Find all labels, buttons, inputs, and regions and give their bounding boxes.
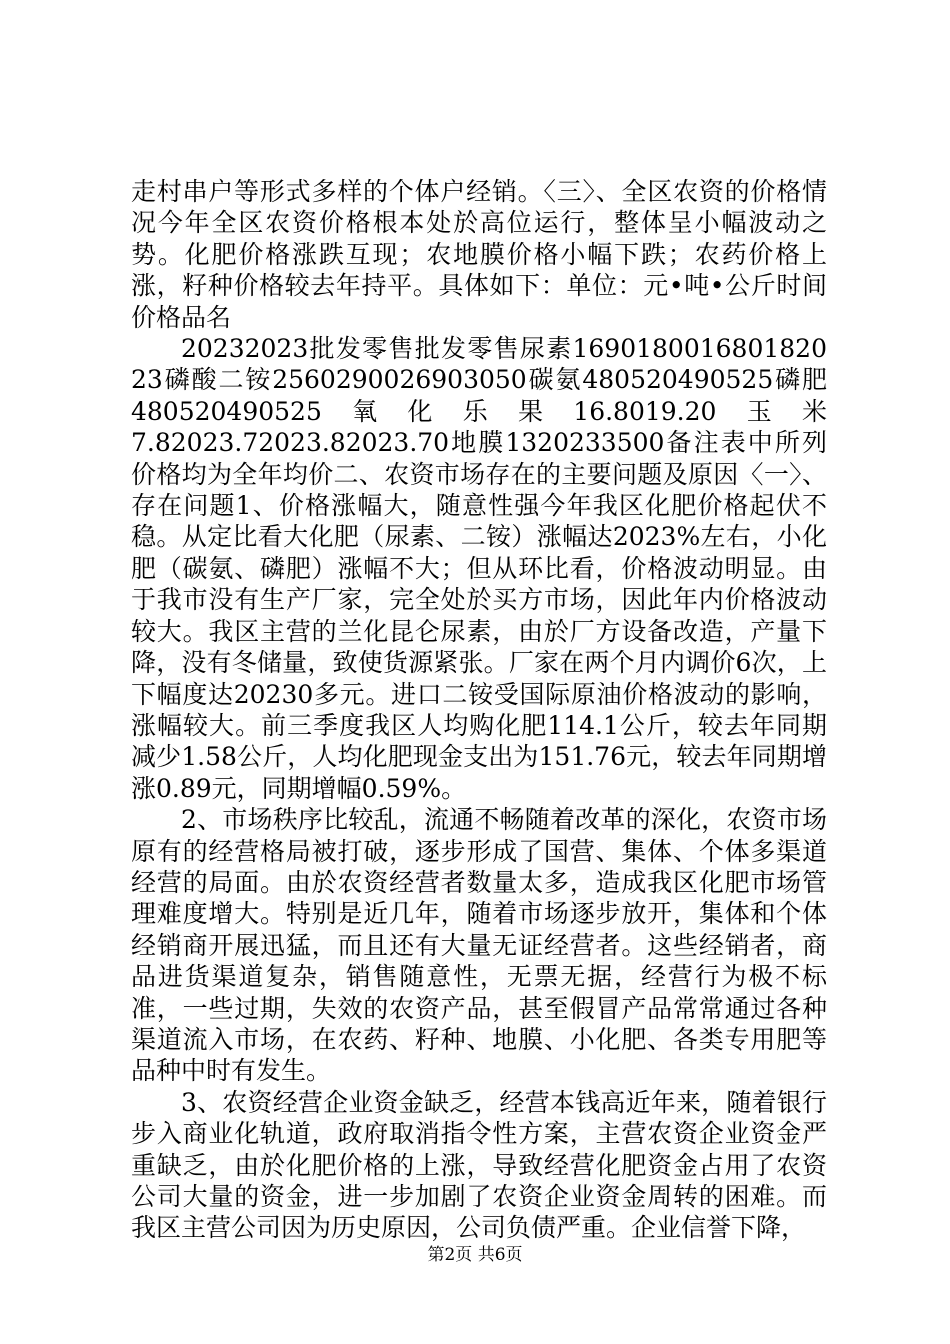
page-footer	[0, 1240, 950, 1265]
page-number-label: 第2页 共6页	[427, 1245, 523, 1265]
paragraph-price-overview: 走村串户等形式多样的个体户经销。〈三〉、全区农资的价格情况今年全区农资价格根本处於高位运行，整体呈小幅波动之势。化肥价格涨跌互现；农地膜价格小幅下跌；农药价格上涨，籽种价格较去年持平。具体如下：单位：元•吨•公斤时间价格品名	[131, 177, 827, 332]
paragraph-price-table-and-problem-1: 20232023批发零售批发零售尿素1690180016801820​23磷酸二铵2560290026903050碳氨480520490525磷肥480520490525氧化乐果16.8019.20玉米7.82023.72023.82023.70地膜1320233500备注表中所列价格均为全年均价二、农资市场存在的主要问题及原因〈一〉、存在问题1、价格涨幅大，随意性强今年我区化肥价格起伏不稳。从定比看大化肥（尿素、二铵）涨幅达2023%左右，小化肥（碳氨、磷肥）涨幅不大；但从环比看，价格波动明显。由于我市没有生产厂家，完全处於买方市场，因此年内价格波动较大。我区主营的兰化昆仑尿素，由於厂方设备改造，产量下降，没有冬储量，致使货源紧张。厂家在两个月内调价6次，上下幅度达20230多元。进口二铵受国际原油价格波动的影响，涨幅较大。前三季度我区人均购化肥114.1公斤，较去年同期减少1.58公斤，人均化肥现金支出为151.76元，较去年同期增涨0.89元，同期增幅0.59%。	[131, 334, 827, 803]
paragraph-problem-3: 3、农资经营企业资金缺乏，经营本钱高近年来，随着银行步入商业化轨道，政府取消指令性方案，主营农资企业资金严重缺乏，由於化肥价格的上涨，导致经营化肥资金占用了农资公司大量的资金，进一步加剧了农资企业资金周转的困难。而我区主营公司因为历史原因，公司负债严重。企业信誉下降，	[131, 1087, 827, 1243]
document-body	[131, 176, 827, 1244]
paragraph-problem-2: 2、市场秩序比较乱，流通不畅随着改革的深化，农资市场原有的经营格局被打破，逐步形成了国营、集体、个体多渠道经营的局面。由於农资经营者数量太多，造成我区化肥市场管理难度增大。特别是近几年，随着市场逐步放开，集体和个体经销商开展迅猛，而且还有大量无证经营者。这些经销者，商品进货渠道复杂，销售随意性，无票无据，经营行为极不标准，一些过期，失效的农资产品，甚至假冒产品常常通过各种渠道流入市场，在农药、籽种、地膜、小化肥、各类专用肥等品种中时有发生。	[131, 805, 827, 1086]
